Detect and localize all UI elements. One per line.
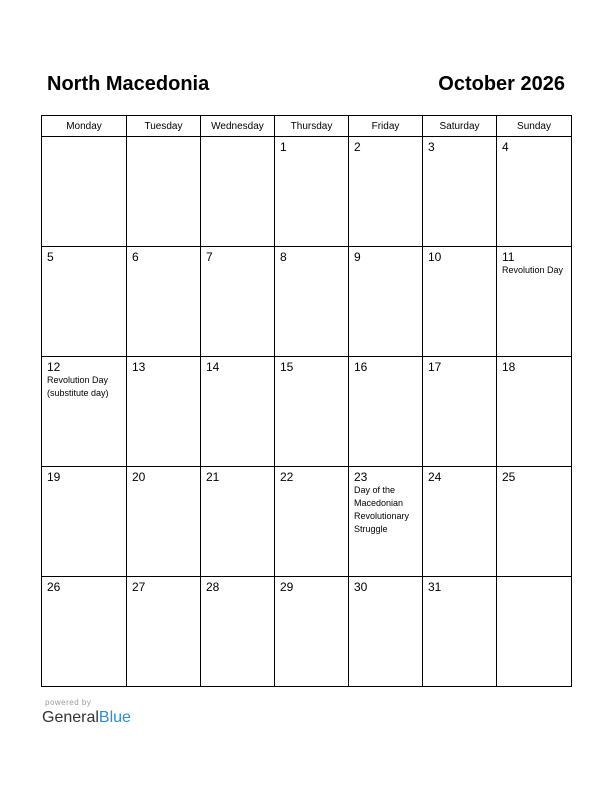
day-number: 6 — [132, 250, 139, 264]
day-cell — [127, 467, 201, 577]
brand-general-text: General — [42, 709, 99, 726]
day-cell — [423, 247, 497, 357]
day-cell — [497, 137, 572, 247]
day-cell — [42, 467, 127, 577]
day-cell — [497, 467, 572, 577]
day-number: 7 — [206, 250, 213, 264]
week-row — [42, 247, 572, 357]
day-number: 26 — [47, 580, 61, 594]
day-number: 14 — [206, 360, 220, 374]
brand-blue-text: Blue — [98, 709, 131, 726]
day-number: 9 — [354, 250, 361, 264]
day-cell — [349, 247, 423, 357]
day-cell — [127, 247, 201, 357]
day-cell — [42, 137, 127, 247]
weekday-header-row — [42, 116, 572, 137]
day-number: 13 — [132, 360, 146, 374]
day-number: 4 — [502, 140, 509, 154]
day-cell — [42, 357, 127, 467]
powered-by-label: powered by — [45, 698, 92, 707]
day-number: 28 — [206, 580, 220, 594]
day-cell — [42, 247, 127, 357]
weekday-label: Saturday — [423, 116, 497, 137]
day-cell — [497, 357, 572, 467]
weekday-label: Wednesday — [201, 116, 275, 137]
day-cell — [275, 577, 349, 687]
day-number: 18 — [502, 360, 516, 374]
day-number: 21 — [206, 470, 220, 484]
day-number: 16 — [354, 360, 368, 374]
day-cell — [275, 467, 349, 577]
day-number: 24 — [428, 470, 442, 484]
weekday-label: Sunday — [497, 116, 572, 137]
day-cell — [275, 247, 349, 357]
day-number: 23 — [354, 470, 368, 484]
day-cell — [42, 577, 127, 687]
day-number: 8 — [280, 250, 287, 264]
day-cell — [275, 137, 349, 247]
holiday-label: Day of the Macedonian Revolutionary Struggle — [354, 485, 410, 534]
day-cell — [423, 357, 497, 467]
day-number: 30 — [354, 580, 368, 594]
day-cell — [201, 577, 275, 687]
generalblue-logo[interactable] — [42, 708, 131, 728]
day-number: 1 — [280, 140, 287, 154]
holiday-label: Revolution Day (substitute day) — [47, 375, 109, 398]
day-cell — [497, 577, 572, 687]
day-cell — [349, 137, 423, 247]
day-number: 2 — [354, 140, 361, 154]
day-cell — [349, 577, 423, 687]
weekday-label: Monday — [42, 116, 127, 137]
weekday-label: Tuesday — [127, 116, 201, 137]
day-cell — [127, 357, 201, 467]
week-row — [42, 137, 572, 247]
holiday-label: Revolution Day — [502, 265, 564, 275]
weekday-label: Friday — [349, 116, 423, 137]
day-cell — [349, 357, 423, 467]
day-number: 27 — [132, 580, 146, 594]
day-cell — [423, 467, 497, 577]
day-number — [201, 137, 274, 140]
day-number — [497, 577, 571, 580]
day-number: 10 — [428, 250, 442, 264]
day-number: 15 — [280, 360, 294, 374]
week-row — [42, 357, 572, 467]
day-number: 20 — [132, 470, 146, 484]
day-number — [42, 137, 126, 140]
day-cell — [497, 247, 572, 357]
calendar-grid — [41, 115, 572, 687]
footer-branding — [42, 697, 131, 728]
day-cell — [201, 467, 275, 577]
day-number: 22 — [280, 470, 294, 484]
day-number — [127, 137, 200, 140]
day-number: 5 — [47, 250, 54, 264]
weekday-label: Thursday — [275, 116, 349, 137]
day-cell — [349, 467, 423, 577]
week-row — [42, 467, 572, 577]
day-cell — [127, 137, 201, 247]
day-number: 3 — [428, 140, 435, 154]
country-title: North Macedonia — [47, 73, 210, 95]
day-cell — [275, 357, 349, 467]
month-title: October 2026 — [438, 73, 565, 95]
day-number: 19 — [47, 470, 61, 484]
day-cell — [201, 247, 275, 357]
day-cell — [201, 357, 275, 467]
day-cell — [127, 577, 201, 687]
day-number: 31 — [428, 580, 442, 594]
day-cell — [201, 137, 275, 247]
day-cell — [423, 577, 497, 687]
day-number: 11 — [502, 250, 515, 264]
day-number: 29 — [280, 580, 294, 594]
calendar-header — [47, 70, 565, 100]
day-number: 17 — [428, 360, 442, 374]
week-row — [42, 577, 572, 687]
day-cell — [423, 137, 497, 247]
day-number: 25 — [502, 470, 516, 484]
day-number: 12 — [47, 360, 61, 374]
